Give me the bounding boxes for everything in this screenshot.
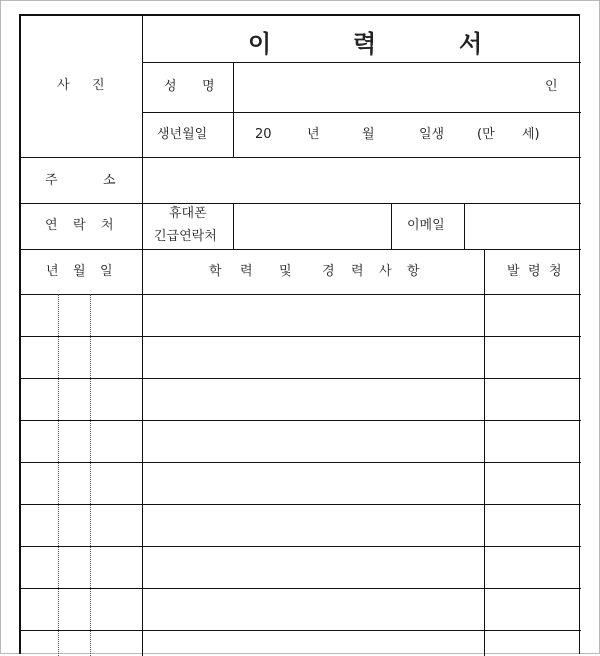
emergency-label: 긴급연락처 (154, 229, 217, 244)
rule-label-column (142, 16, 143, 656)
name-label-char: 성 (164, 79, 177, 94)
history-header-char: 력 (240, 264, 253, 279)
history-header-char: 항 (407, 264, 420, 279)
history-header-char: 및 (279, 264, 292, 279)
seal-mark: 인 (545, 79, 558, 94)
date-divider-year (58, 294, 59, 656)
history-header-char: 사 (379, 264, 392, 279)
contact-label-char: 락 (73, 218, 86, 233)
age-close: 세) (522, 127, 540, 142)
birth-year-unit: 년 (307, 127, 320, 142)
rule-email-left (391, 203, 392, 249)
table-row-line (21, 336, 581, 337)
rule-mobile-column (233, 203, 234, 249)
date-header-char: 월 (73, 264, 86, 279)
table-row-line (21, 378, 581, 379)
table-row-line (21, 462, 581, 463)
birth-month-unit: 월 (362, 127, 375, 142)
date-header-char: 년 (46, 264, 59, 279)
rule-contact-bottom (21, 249, 581, 250)
date-divider-month (90, 294, 91, 656)
title-char-3: 서 (459, 30, 484, 58)
issuer-header-char: 령 (528, 264, 541, 279)
birth-label: 생년월일 (157, 127, 208, 142)
table-row-line (21, 630, 581, 631)
resume-form (19, 14, 580, 654)
title-char-1: 이 (248, 30, 273, 58)
table-row-line (21, 588, 581, 589)
photo-label-char: 진 (92, 78, 105, 93)
birth-day-unit: 일생 (419, 127, 445, 142)
rule-issuer-column (484, 249, 485, 656)
age-open: (만 (477, 127, 495, 142)
rule-title-bottom (142, 62, 581, 63)
date-header-char: 일 (100, 264, 113, 279)
table-row-line (21, 504, 581, 505)
contact-label-char: 처 (101, 218, 114, 233)
contact-label-char: 연 (45, 218, 58, 233)
issuer-header-char: 청 (549, 264, 562, 279)
address-label-char: 소 (103, 173, 116, 188)
rule-name-bottom (142, 112, 581, 113)
history-header-char: 력 (351, 264, 364, 279)
mobile-label: 휴대폰 (169, 206, 207, 221)
history-header-char: 경 (322, 264, 335, 279)
title-char-2: 력 (353, 30, 378, 58)
history-header-char: 학 (209, 264, 222, 279)
email-label: 이메일 (407, 218, 445, 233)
birth-century: 20 (255, 127, 272, 142)
rule-photo-bottom (21, 157, 581, 158)
rule-header-bottom (21, 294, 581, 295)
rule-email-right (464, 203, 465, 249)
address-label-char: 주 (45, 173, 58, 188)
table-row-line (21, 420, 581, 421)
table-row-line (21, 546, 581, 547)
photo-label-char: 사 (57, 78, 70, 93)
rule-name-label-column (233, 62, 234, 158)
issuer-header-char: 발 (507, 264, 520, 279)
rule-address-bottom (21, 203, 581, 204)
name-label-char: 명 (202, 79, 215, 94)
